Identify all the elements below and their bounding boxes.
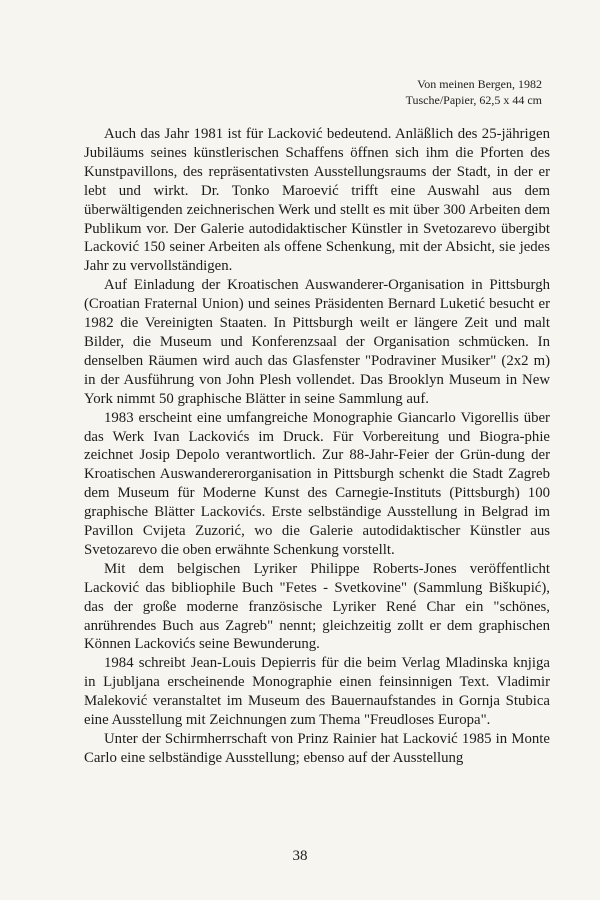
paragraph-1981: Auch das Jahr 1981 ist für Lacković bedeutend. Anläßlich des 25-jährigen Jubiläums seines künstlerischen Schaffens öffnen sich ihm die Pforten des Kunstpavillons, des repräsentativsten Ausstellungsraums der Stadt, in der er lebt und wirkt. Dr. Tonko Maroević trifft eine Auswahl aus dem überwältigenden zeichnerischen Werk und stellt es mit über 300 Arbeiten dem Publikum vor. Der Galerie autodidaktischer Künstler in Svetozarevo übergibt Lacković 150 seiner Arbeiten als offene Schenkung, mit der Absicht, sie jedes Jahr zu vervollständigen. (84, 126, 550, 275)
paragraph-1983: 1983 erscheint eine umfangreiche Monographie Giancarlo Vigorellis über das Werk Ivan Lackovićs im Druck. Für Vorbereitung und Biogra-phie zeichnet Josip Depolo verantwortlich. Zur 88-Jahr-Feier der Grün-dung der Kroatischen Auswandererorganisation in Pittsburgh schenkt die Stadt Zagreb dem Museum für Moderne Kunst des Carnegie-Instituts (Pittsburgh) 100 graphische Blätter Lackovićs. Erste selbständige Ausstellung in Belgrad im Pavillon Cvijeta Zuzorić, wo die Galerie autodidaktischer Künstler aus Svetozarevo die oben erwähnte Schenkung vorstellt. (84, 409, 550, 558)
caption-medium: Tusche/Papier, 62,5 x 44 cm (405, 93, 542, 107)
paragraph-1984: 1984 schreibt Jean-Louis Depierris für die beim Verlag Mladinska knjiga in Ljubljana erscheinende Monographie einen feinsinnigen Text. Vladimir Maleković veranstaltet im Museum des Bauernaufstandes in Gornja Stubica eine Ausstellung mit Zeichnungen zum Thema "Freudloses Europa". (84, 655, 550, 729)
paragraph-1985: Unter der Schirmherrschaft von Prinz Rainier hat Lacković 1985 in Monte Carlo eine selbständige Ausstellung; ebenso auf der Ausstellung (84, 731, 550, 766)
page-number: 38 (292, 848, 308, 864)
body-text (84, 125, 550, 768)
paragraph-roberts-jones: Mit dem belgischen Lyriker Philippe Roberts-Jones veröffentlicht Lacković das bibliophile Buch "Fetes - Svetkovine" (Sammlung Biškupić), das der große moderne französische Lyriker René Char ein "schönes, anrührendes Buch aus Zagreb" nennt; gleichzeitig zollt er dem graphischen Können Lackovićs seine Bewunderung. (84, 560, 550, 653)
paragraph-pittsburgh: Auf Einladung der Kroatischen Auswanderer-Organisation in Pittsburgh (Croatian Fraternal Union) und seines Präsidenten Bernard Luketić besucht er 1982 die Vereinigten Staaten. In Pittsburgh weilt er längere Zeit und malt Bilder, die Museum und Konferenzsaal der Organisation schmücken. In denselben Räumen wird auch das Glasfenster "Podraviner Musiker" (2x2 m) in der Ausführung von John Plesh vollendet. Das Brooklyn Museum in New York nimmt 50 graphische Blätter in seine Sammlung auf. (84, 277, 550, 407)
caption-title: Von meinen Bergen, 1982 (417, 77, 542, 91)
image-caption (406, 76, 542, 108)
